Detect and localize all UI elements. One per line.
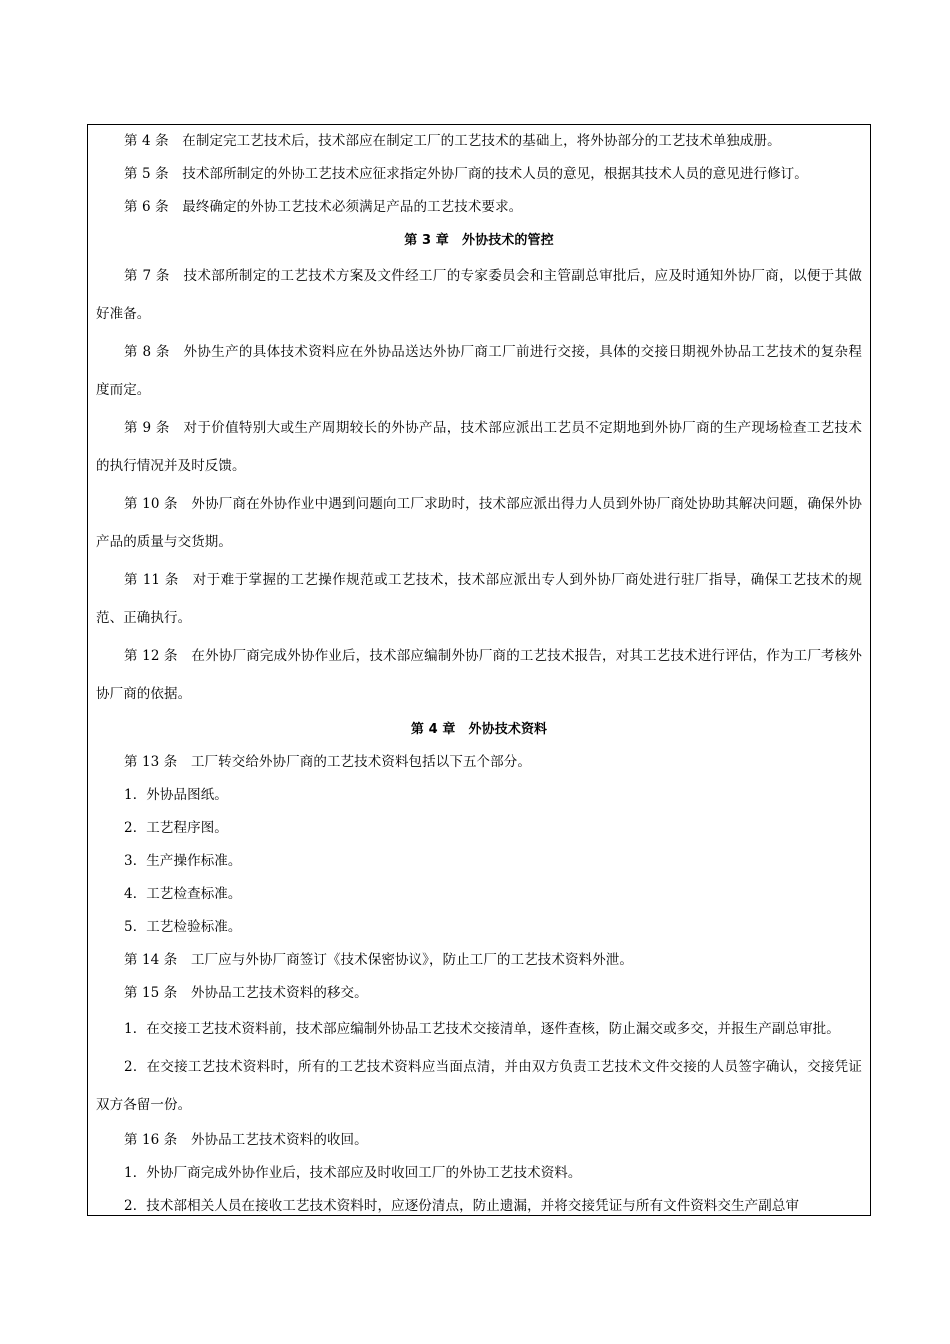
list-item: 3．生产操作标准。 — [124, 853, 242, 869]
list-item: 4．工艺检查标准。 — [124, 886, 242, 902]
article-7: 第 7 条 技术部所制定的工艺技术方案及文件经工厂的专家委员会和主管副总审批后，应及时通知外协厂商，以便于其做好准备。 — [96, 268, 862, 322]
document-body — [96, 125, 862, 1216]
article-6: 第 6 条 最终确定的外协工艺技术必须满足产品的工艺技术要求。 — [124, 199, 523, 215]
article-4: 第 4 条 在制定完工艺技术后，技术部应在制定工厂的工艺技术的基础上，将外协部分的工艺技术单独成册。 — [124, 133, 781, 149]
article-12: 第 12 条 在外协厂商完成外协作业后，技术部应编制外协厂商的工艺技术报告，对其工艺技术进行评估，作为工厂考核外协厂商的依据。 — [96, 648, 862, 702]
article-8: 第 8 条 外协生产的具体技术资料应在外协品送达外协厂商工厂前进行交接，具体的交接日期视外协品工艺技术的复杂程度而定。 — [96, 344, 862, 398]
chapter-3-heading: 第 3 章 外协技术的管控 — [404, 233, 554, 248]
article-9: 第 9 条 对于价值特别大或生产周期较长的外协产品，技术部应派出工艺员不定期地到外协厂商的生产现场检查工艺技术的执行情况并及时反馈。 — [96, 420, 862, 474]
list-item: 2．在交接工艺技术资料时，所有的工艺技术资料应当面点清，并由双方负责工艺技术文件交接的人员签字确认，交接凭证双方各留一份。 — [96, 1059, 862, 1113]
article-11: 第 11 条 对于难于掌握的工艺操作规范或工艺技术，技术部应派出专人到外协厂商处进行驻厂指导，确保工艺技术的规范、正确执行。 — [96, 572, 862, 626]
article-5: 第 5 条 技术部所制定的外协工艺技术应征求指定外协厂商的技术人员的意见，根据其技术人员的意见进行修订。 — [124, 166, 808, 182]
article-10: 第 10 条 外协厂商在外协作业中遇到问题向工厂求助时，技术部应派出得力人员到外协厂商处协助其解决问题，确保外协产品的质量与交货期。 — [96, 496, 862, 550]
document-frame — [87, 124, 871, 1216]
article-14: 第 14 条 工厂应与外协厂商签订《技术保密协议》，防止工厂的工艺技术资料外泄。 — [124, 952, 634, 968]
list-item: 2．技术部相关人员在接收工艺技术资料时，应逐份清点，防止遗漏，并将交接凭证与所有文件资料交生产副总审 — [124, 1198, 800, 1214]
list-item: 1．在交接工艺技术资料前，技术部应编制外协品工艺技术交接清单，逐件查核，防止漏交或多交，并报生产副总审批。 — [124, 1021, 840, 1037]
list-item: 1．外协品图纸。 — [124, 787, 228, 803]
article-16: 第 16 条 外协品工艺技术资料的收回。 — [124, 1132, 368, 1148]
list-item: 1．外协厂商完成外协作业后，技术部应及时收回工厂的外协工艺技术资料。 — [124, 1165, 582, 1181]
article-15: 第 15 条 外协品工艺技术资料的移交。 — [124, 985, 368, 1001]
chapter-4-heading: 第 4 章 外协技术资料 — [410, 722, 548, 737]
article-13: 第 13 条 工厂转交给外协厂商的工艺技术资料包括以下五个部分。 — [124, 754, 531, 770]
list-item: 5．工艺检验标准。 — [124, 919, 242, 935]
list-item: 2．工艺程序图。 — [124, 820, 228, 836]
